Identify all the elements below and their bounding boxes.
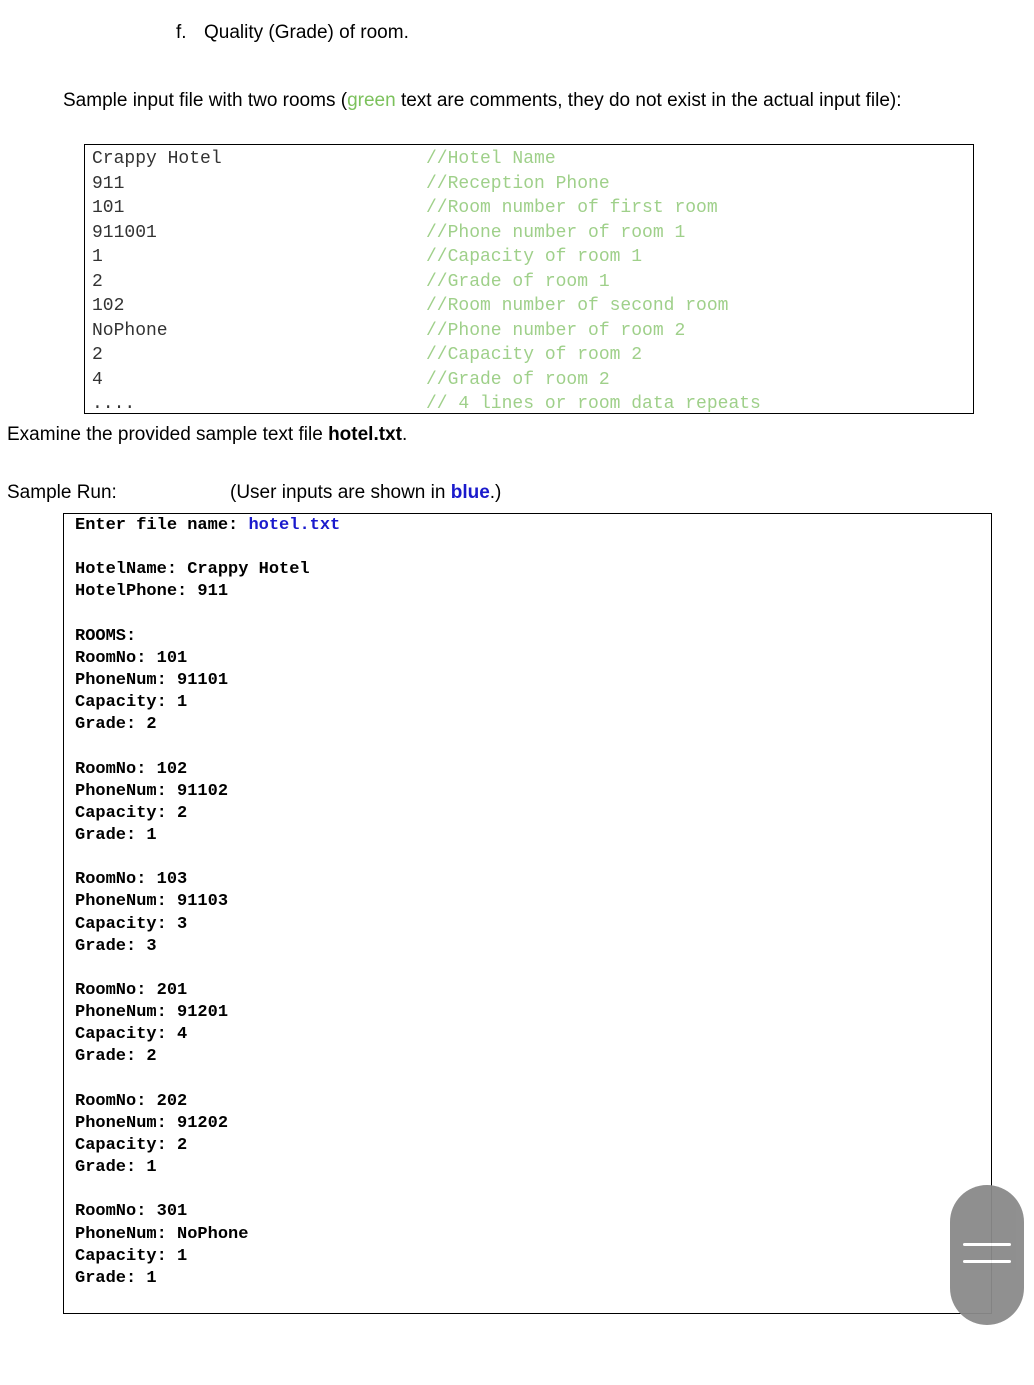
sample-run-output-box	[63, 513, 992, 1314]
examine-filename: hotel.txt	[328, 424, 402, 445]
output-line: Capacity: 1	[75, 693, 188, 713]
output-line: RoomNo: 301	[75, 1202, 188, 1222]
output-line	[75, 537, 991, 559]
input-file-row	[85, 343, 973, 368]
input-comment: //Capacity of room 2	[426, 345, 643, 365]
output-line: Grade: 1	[75, 1158, 157, 1178]
output-prompt-line	[75, 515, 991, 537]
output-line: Grade: 2	[75, 715, 157, 735]
output-line: PhoneNum: 91201	[75, 1003, 229, 1023]
list-item-f	[176, 22, 409, 44]
output-line: PhoneNum: NoPhone	[75, 1224, 249, 1244]
output-line: Capacity: 3	[75, 914, 188, 934]
output-line	[75, 847, 991, 869]
input-file-row	[85, 196, 973, 221]
input-value: 1	[92, 247, 103, 267]
list-marker: f.	[176, 22, 187, 43]
output-lines	[75, 537, 991, 1290]
input-value: 101	[92, 198, 125, 218]
examine-instruction	[7, 424, 407, 446]
sample-input-description	[63, 87, 1013, 114]
input-file-row	[85, 319, 973, 344]
input-file-row	[85, 368, 973, 393]
desc-after: text are comments, they do not exist in the actual input file):	[395, 90, 902, 111]
input-value: 2	[92, 345, 103, 365]
scroll-handle[interactable]	[950, 1185, 1024, 1325]
output-line: PhoneNum: 91101	[75, 670, 229, 690]
input-comment: //Grade of room 1	[426, 271, 610, 292]
input-comment: //Grade of room 2	[426, 369, 610, 390]
output-line: Grade: 1	[75, 825, 157, 845]
sample-run-heading	[7, 482, 502, 504]
input-value: 102	[92, 296, 125, 316]
input-comment: // 4 lines or room data repeats	[426, 394, 761, 414]
note-blue-word: blue	[450, 482, 490, 503]
output-line: RoomNo: 202	[75, 1091, 188, 1111]
user-input-text: hotel.txt	[248, 516, 341, 535]
input-comment: //Hotel Name	[426, 149, 556, 169]
input-value: ....	[92, 394, 136, 414]
input-file-row	[85, 147, 973, 172]
input-value: 2	[92, 271, 103, 292]
list-item-text: Quality (Grade) of room.	[204, 22, 409, 43]
input-comment: //Phone number of room 1	[426, 222, 686, 243]
output-line	[75, 958, 991, 980]
output-line: Capacity: 2	[75, 803, 188, 823]
input-value: NoPhone	[92, 320, 168, 341]
sample-run-label: Sample Run:	[7, 482, 117, 503]
input-file-row	[85, 221, 973, 246]
output-line: HotelName: Crappy Hotel	[75, 560, 310, 580]
output-line: Capacity: 4	[75, 1025, 188, 1045]
examine-after: .	[401, 424, 408, 445]
output-line: PhoneNum: 91103	[75, 892, 229, 912]
output-line: PhoneNum: 91102	[75, 781, 229, 801]
output-line: Capacity: 1	[75, 1246, 188, 1266]
sample-run-note	[230, 482, 501, 504]
output-line	[75, 604, 991, 626]
input-file-row	[85, 392, 973, 417]
input-file-row	[85, 294, 973, 319]
output-line	[75, 1179, 991, 1201]
output-line: RoomNo: 101	[75, 648, 188, 668]
input-comment: //Room number of second room	[426, 296, 729, 316]
input-comment: //Room number of first room	[426, 198, 718, 218]
input-value: 911	[92, 173, 125, 194]
output-line: Grade: 2	[75, 1047, 157, 1067]
input-file-row	[85, 245, 973, 270]
output-line	[75, 1069, 991, 1091]
input-file-row	[85, 172, 973, 197]
sample-input-file-box	[84, 144, 974, 414]
input-comment: //Reception Phone	[426, 173, 610, 194]
output-line: PhoneNum: 91202	[75, 1113, 229, 1133]
input-value: Crappy Hotel	[92, 149, 222, 169]
output-line: Grade: 3	[75, 936, 157, 956]
input-comment: //Capacity of room 1	[426, 247, 643, 267]
input-value: 911001	[92, 222, 157, 243]
input-file-row	[85, 270, 973, 295]
desc-before: Sample input file with two rooms (	[63, 90, 348, 111]
output-line: ROOMS:	[75, 626, 137, 646]
input-value: 4	[92, 369, 103, 390]
note-after: .)	[489, 482, 502, 503]
examine-before: Examine the provided sample text file	[7, 424, 329, 445]
desc-green-word: green	[347, 90, 396, 111]
prompt-text: Enter file name:	[75, 516, 249, 535]
input-comment: //Phone number of room 2	[426, 320, 686, 341]
output-line: RoomNo: 201	[75, 980, 188, 1000]
output-line: HotelPhone: 911	[75, 582, 229, 602]
output-line: RoomNo: 102	[75, 759, 188, 779]
note-before: (User inputs are shown in	[230, 482, 451, 503]
output-line: Capacity: 2	[75, 1135, 188, 1155]
output-line	[75, 736, 991, 758]
output-line: RoomNo: 103	[75, 870, 188, 890]
output-line: Grade: 1	[75, 1268, 157, 1288]
